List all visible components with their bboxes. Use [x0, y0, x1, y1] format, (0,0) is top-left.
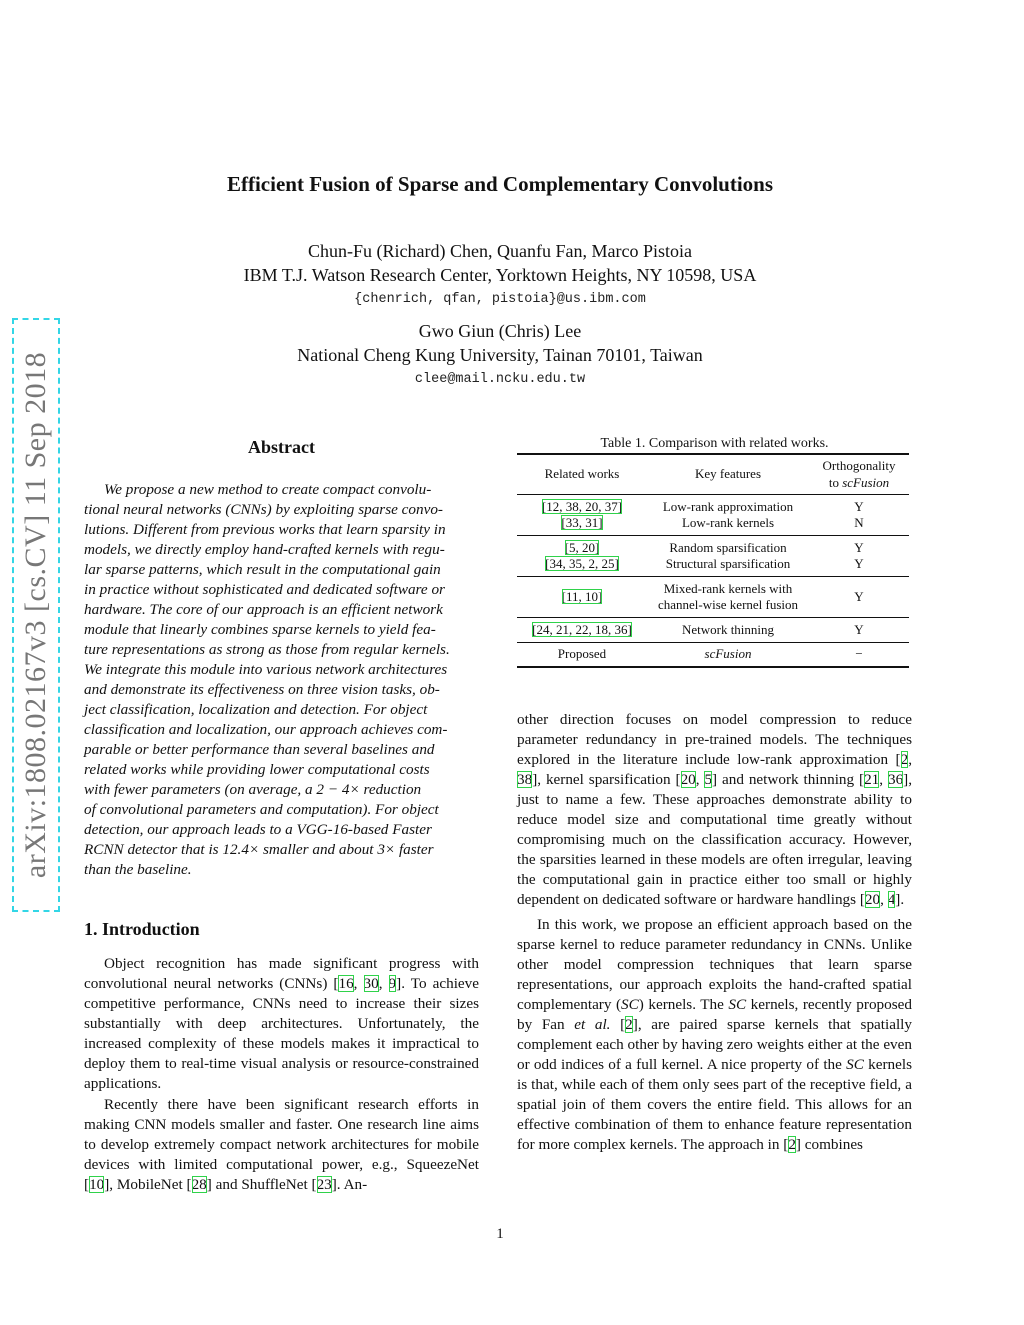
citation-link[interactable]: [24, 21, 22, 18, 36] — [532, 621, 632, 637]
citation-link[interactable]: 36 — [887, 771, 904, 788]
citation-link[interactable]: 9 — [388, 975, 397, 992]
table-cell-line: N — [854, 514, 864, 530]
abstract-line: and demonstrate its effectiveness on three vision tasks, ob- — [84, 681, 440, 698]
abstract-line: We integrate this module into various network architectures — [84, 661, 448, 678]
body-paragraph-1 — [517, 710, 912, 910]
abstract-line: hardware. The core of our approach is an efficient network — [84, 601, 443, 618]
intro-paragraph-2 — [84, 1095, 479, 1195]
table-cell-line: Low-rank approximation — [662, 498, 794, 514]
table-cell: − — [855, 646, 863, 662]
page-number: 1 — [496, 1226, 504, 1242]
citation-link[interactable]: 2 — [625, 1016, 633, 1033]
citation-link[interactable]: [34, 35, 2, 25] — [545, 555, 619, 571]
text-run: , — [879, 771, 888, 788]
table-row — [517, 617, 909, 642]
author-names-2: Gwo Giun (Chris) Lee — [418, 321, 582, 341]
table-row — [517, 576, 909, 617]
table-cell-line — [517, 556, 647, 572]
text-run: [ — [610, 1016, 626, 1033]
text-run: Recently there have been significant research efforts in making CNN models smaller and faster. One research line aims to develop extremely compact network architectures for mobile devices with limited computational power, e.g., SqueezeNet [ — [84, 1096, 479, 1193]
table-cell-line: Structural sparsification — [665, 555, 791, 571]
table-cell: scFusion — [704, 646, 752, 662]
abstract-line: We propose a new method to create compact convolu- — [104, 481, 432, 498]
abstract-line: in practice without sophisticated and dedicated software or — [84, 581, 445, 598]
abstract-line: tional neural networks (CNNs) by exploiting sparse convo- — [84, 501, 443, 518]
text-run: , — [378, 975, 389, 992]
text-run: kernels is that, while each of them only sees part of the receptive field, a spatial join of them covers the entire field. This allows for an effective combination of them to enhance feature representation for more complex kernels. The approach in [ — [517, 1056, 912, 1153]
text-run: SC — [728, 996, 747, 1013]
citation-link[interactable]: 2 — [788, 1136, 796, 1153]
text-run: , — [880, 891, 888, 908]
text-run: ]. — [895, 891, 905, 908]
citation-link[interactable]: [5, 20] — [564, 539, 600, 555]
text-run: , — [908, 751, 912, 768]
abstract-line: detection, our approach leads to a VGG-16-based Faster — [84, 821, 432, 838]
table-cell: Proposed — [557, 646, 607, 662]
citation-link[interactable]: 5 — [704, 771, 713, 788]
author-affiliation-1: IBM T.J. Watson Research Center, Yorktown Heights, NY 10598, USA — [243, 265, 757, 285]
table-cell — [809, 535, 909, 576]
author-affiliation-2: National Cheng Kung University, Tainan 70101, Taiwan — [297, 345, 703, 365]
text-run: ], just to name a few. These approaches demonstrate ability to reduce model size and computational time greatly without compromising much on the classification accuracy. However, the sparsities learned in these models are often irregular, leaving the computational gain in practice either too small or highly dependent on dedicated software or hardware handlings [ — [517, 771, 913, 908]
table-header: Related works — [544, 466, 620, 482]
body-paragraph-2 — [517, 915, 912, 1155]
abstract-body — [84, 480, 479, 880]
citation-link[interactable]: 2 — [900, 751, 909, 768]
abstract-heading: Abstract — [248, 437, 315, 457]
abstract-line: classification and localization, our approach achieves com- — [84, 721, 448, 738]
table-cell — [647, 535, 809, 576]
table-cell — [647, 576, 809, 617]
text-run: ], MobileNet [ — [104, 1176, 192, 1193]
table-cell-line: Y — [854, 539, 864, 555]
table-cell-line: Y — [854, 555, 864, 571]
table-cell — [647, 494, 809, 535]
citation-link[interactable]: 21 — [864, 771, 880, 788]
citation-link[interactable]: 4 — [887, 891, 896, 908]
text-run: In this work, we propose an efficient approach based on the sparse kernel to reduce parameter redundancy in CNNs. Unlike other model compression techniques that learn sparse representations, our approach exploits the hand-crafted spatial complementary ( — [517, 916, 912, 1013]
table-cell-line: Mixed-rank kernels with — [663, 580, 793, 596]
table-cell: Y — [854, 588, 864, 604]
table-header-row — [517, 454, 909, 494]
citation-link[interactable]: 20 — [864, 891, 881, 908]
abstract-line: related works while providing lower computational costs — [84, 761, 430, 778]
abstract-line: models, we directly employ hand-crafted kernels with regu- — [84, 541, 445, 558]
abstract-line: RCNN detector that is 12.4× smaller and about 3× faster — [84, 841, 434, 858]
text-run: scFusion — [842, 475, 890, 491]
citation-link[interactable]: [11, 10] — [561, 588, 603, 604]
text-run: ], are paired sparse kernels that spatially complement each other by having zero weights either at the even or odd indices of a full kernel. A nice property of the — [517, 1016, 912, 1073]
table-cell-line: Low-rank kernels — [681, 514, 775, 530]
arxiv-stamp-box — [12, 318, 60, 912]
citation-link[interactable]: 16 — [338, 975, 354, 992]
citation-link[interactable]: 23 — [316, 1176, 332, 1193]
text-run: ] and network thinning [ — [712, 771, 865, 788]
table-cell: Y — [854, 621, 864, 637]
text-run: ] combines — [795, 1136, 863, 1153]
table-caption: Table 1. Comparison with related works. — [600, 436, 829, 451]
table-cell: Network thinning — [681, 621, 775, 637]
citation-link[interactable]: 20 — [680, 771, 696, 788]
text-run: SC — [846, 1056, 864, 1073]
table-header-line: Orthogonality — [822, 458, 896, 474]
table-header — [809, 454, 909, 494]
table-row — [517, 535, 909, 576]
intro-paragraph-1 — [84, 954, 479, 1094]
table-header: Key features — [694, 466, 762, 482]
intro-body — [84, 954, 479, 1195]
table-cell-line: Random sparsification — [669, 539, 787, 555]
abstract-line: ture representations as strong as those from regular kernels. — [84, 641, 450, 658]
text-run: ) kernels. The — [638, 996, 729, 1013]
text-run: kernels, recently proposed by Fan — [517, 996, 912, 1033]
abstract-line: lar sparse patterns, which result in the computational gain — [84, 561, 441, 578]
text-run: , — [695, 771, 705, 788]
table-cell-line — [517, 540, 647, 556]
citation-link[interactable]: 38 — [517, 771, 533, 788]
abstract-line: parable or better performance than several baselines and — [84, 741, 435, 758]
right-column-body — [517, 710, 912, 1155]
abstract-line: ject classification, localization and detection. For object — [84, 701, 428, 718]
table-row — [517, 642, 909, 667]
text-run: , — [353, 975, 364, 992]
abstract-line: than the baseline. — [84, 861, 192, 878]
citation-link[interactable]: 28 — [191, 1176, 207, 1193]
text-run: ]. An- — [331, 1176, 368, 1193]
abstract-line: module that linearly combines sparse kernels to yield fea- — [84, 621, 436, 638]
table-cell — [517, 576, 647, 617]
table-header-line — [809, 474, 909, 491]
table-cell — [809, 494, 909, 535]
comparison-table — [517, 453, 909, 668]
abstract-line: lutions. Different from previous works that learn sparsity in — [84, 521, 446, 538]
table-cell-line: channel-wise kernel fusion — [657, 596, 799, 612]
table-row — [517, 494, 909, 535]
table-cell-line — [517, 499, 647, 515]
citation-link[interactable]: [12, 38, 20, 37] — [541, 498, 623, 514]
citation-link[interactable]: 30 — [363, 975, 379, 992]
abstract-line: of convolutional parameters and computation). For object — [84, 801, 439, 818]
text-run: ] and ShuffleNet [ — [206, 1176, 317, 1193]
abstract-line: with fewer parameters (on average, a 2 − 4× reduction — [84, 781, 422, 798]
text-run: other direction focuses on model compression to reduce parameter redundancy in pre-trained models. The techniques explored in the literature include low-rank approximation [ — [517, 711, 912, 768]
text-run: ]. To achieve competitive performance, CNNs need to increase their sizes substantially with deep architectures. Unfortunately, the increased complexity of these models makes it impractical to deploy them to real-time visual analysis or resource-constrained applications. — [84, 975, 479, 1092]
section-heading-introduction: 1. Introduction — [84, 919, 200, 939]
citation-link[interactable]: [33, 31] — [561, 514, 603, 530]
table-cell-line — [517, 515, 647, 531]
arxiv-stamp: arXiv:1808.02167v3 [cs.CV] 11 Sep 2018 — [19, 351, 52, 879]
text-run: et al. — [574, 1016, 611, 1033]
table-cell-line: Y — [854, 498, 864, 514]
citation-link[interactable]: 10 — [89, 1176, 105, 1193]
author-email-2: clee@mail.ncku.edu.tw — [414, 372, 586, 387]
text-run: to — [828, 475, 843, 491]
table-cell — [517, 535, 647, 576]
text-run: Object recognition has made significant progress with convolutional neural networks (CNNs) [ — [84, 955, 479, 992]
author-names-1: Chun-Fu (Richard) Chen, Quanfu Fan, Marco Pistoia — [308, 241, 692, 261]
table-cell — [517, 494, 647, 535]
text-run: SC — [621, 996, 639, 1013]
author-email-1: {chenrich, qfan, pistoia}@us.ibm.com — [354, 292, 646, 307]
paper-title: Efficient Fusion of Sparse and Complementary Convolutions — [226, 172, 774, 196]
table-cell — [517, 617, 647, 642]
text-run: ], kernel sparsification [ — [532, 771, 681, 788]
